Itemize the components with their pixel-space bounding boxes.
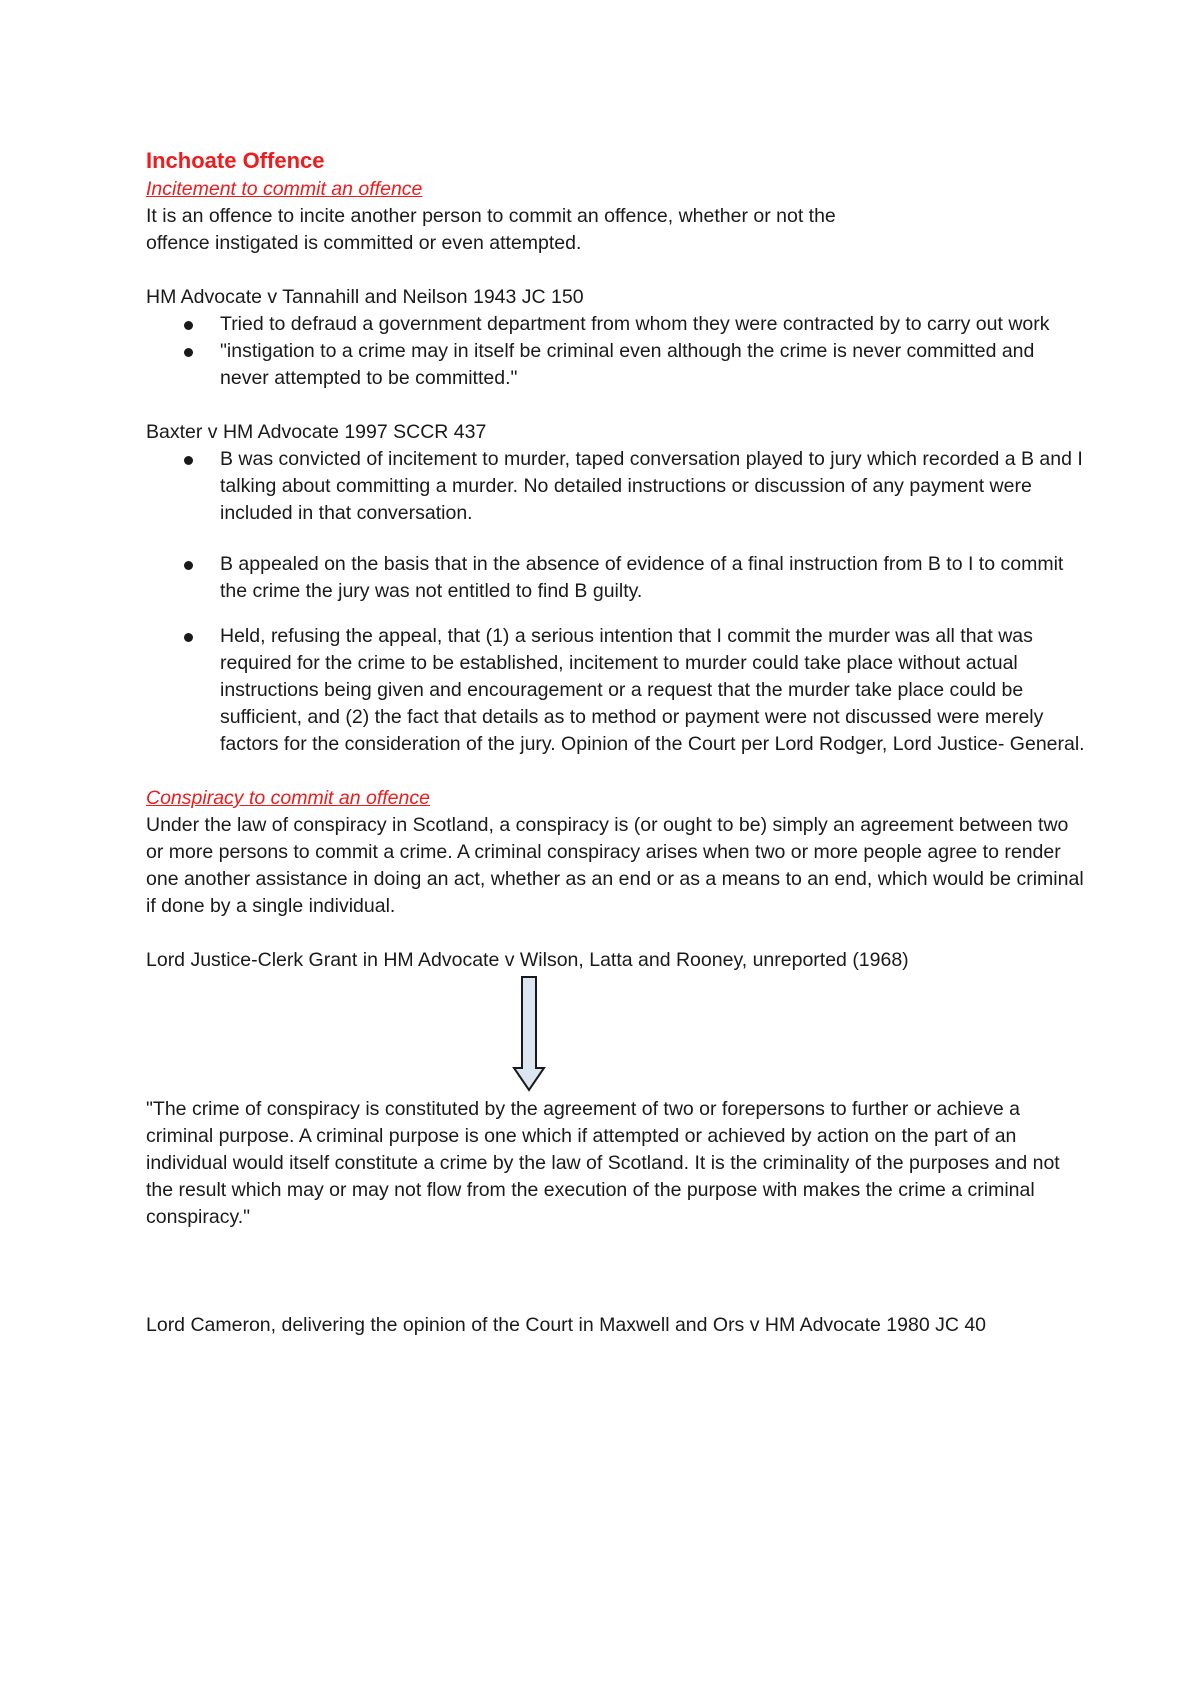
conspiracy-definition: Under the law of conspiracy in Scotland, a conspiracy is (or ought to be) simply an agreement between two or more persons to commit a crime. A criminal conspiracy arises when two or more people agree to render one another assistance in doing an act, whether as an end or as a means to an end, which would be criminal if done by a single individual. xyxy=(146,814,1084,917)
conspiracy-quote: "The crime of conspiracy is constituted by the agreement of two or forepersons to further or achieve a criminal purpose. A criminal purpose is one which if attempted or achieved by action on the part of an individual would itself constitute a crime by the law of Scotland. It is the criminality of the purposes and not the result which may or may not flow from the execution of the purpose with makes the crime a criminal conspiracy." xyxy=(146,1098,1060,1228)
document-body xyxy=(146,146,1086,1339)
incitement-intro-line-1: It is an offence to incite another person to commit an offence, whether or not the xyxy=(146,205,836,227)
bullet-dot-icon xyxy=(184,561,193,570)
spacer xyxy=(146,392,1086,419)
list-item xyxy=(146,623,1086,758)
bullet-dot-icon xyxy=(184,321,193,330)
page-title: Inchoate Offence xyxy=(146,148,325,173)
spacer xyxy=(146,527,1086,551)
bullet-dot-icon xyxy=(184,633,193,642)
incitement-heading: Incitement to commit an offence xyxy=(146,178,423,200)
case-baxter-bullets xyxy=(146,446,1086,758)
conspiracy-heading: Conspiracy to commit an offence xyxy=(146,787,430,809)
list-item xyxy=(146,551,1086,605)
list-item xyxy=(146,446,1086,527)
incitement-intro-line-2: offence instigated is committed or even attempted. xyxy=(146,232,582,254)
bullet-text: "instigation to a crime may in itself be criminal even although the crime is never committed and never attempted to be committed." xyxy=(220,340,1035,389)
attribution-wilson: Lord Justice-Clerk Grant in HM Advocate v Wilson, Latta and Rooney, unreported (1968) xyxy=(146,949,909,971)
spacer xyxy=(146,758,1086,785)
bullet-dot-icon xyxy=(184,348,193,357)
spacer xyxy=(146,257,1086,284)
down-arrow-icon xyxy=(512,976,546,1092)
case-tannahill-title: HM Advocate v Tannahill and Neilson 1943 JC 150 xyxy=(146,286,584,308)
arrow-container xyxy=(146,974,1086,1096)
spacer xyxy=(146,1258,1086,1285)
attribution-maxwell: Lord Cameron, delivering the opinion of the Court in Maxwell and Ors v HM Advocate 1980 JC 40 xyxy=(146,1314,987,1336)
spacer xyxy=(146,605,1086,623)
bullet-text: Tried to defraud a government department from whom they were contracted by to carry out work xyxy=(220,313,1050,335)
bullet-text: B was convicted of incitement to murder, taped conversation played to jury which recorded a B and I talking about committing a murder. No detailed instructions or discussion of any payment were included in that conversation. xyxy=(220,448,1083,524)
bullet-text: Held, refusing the appeal, that (1) a serious intention that I commit the murder was all that was required for the crime to be established, incitement to murder could take place without actual instructions being given and encouragement or a request that the murder take place could be sufficient, and (2) the fact that details as to method or payment were not discussed were merely factors for the consideration of the jury. Opinion of the Court per Lord Rodger, Lord Justice- General. xyxy=(220,625,1085,755)
bullet-text: B appealed on the basis that in the absence of evidence of a final instruction from B to I to commit the crime the jury was not entitled to find B guilty. xyxy=(220,553,1064,602)
spacer xyxy=(146,1285,1086,1312)
case-baxter-title: Baxter v HM Advocate 1997 SCCR 437 xyxy=(146,421,487,443)
spacer xyxy=(146,1231,1086,1258)
spacer xyxy=(146,920,1086,947)
list-item xyxy=(146,338,1086,392)
list-item xyxy=(146,311,1086,338)
case-tannahill-bullets xyxy=(146,311,1086,392)
bullet-dot-icon xyxy=(184,456,193,465)
